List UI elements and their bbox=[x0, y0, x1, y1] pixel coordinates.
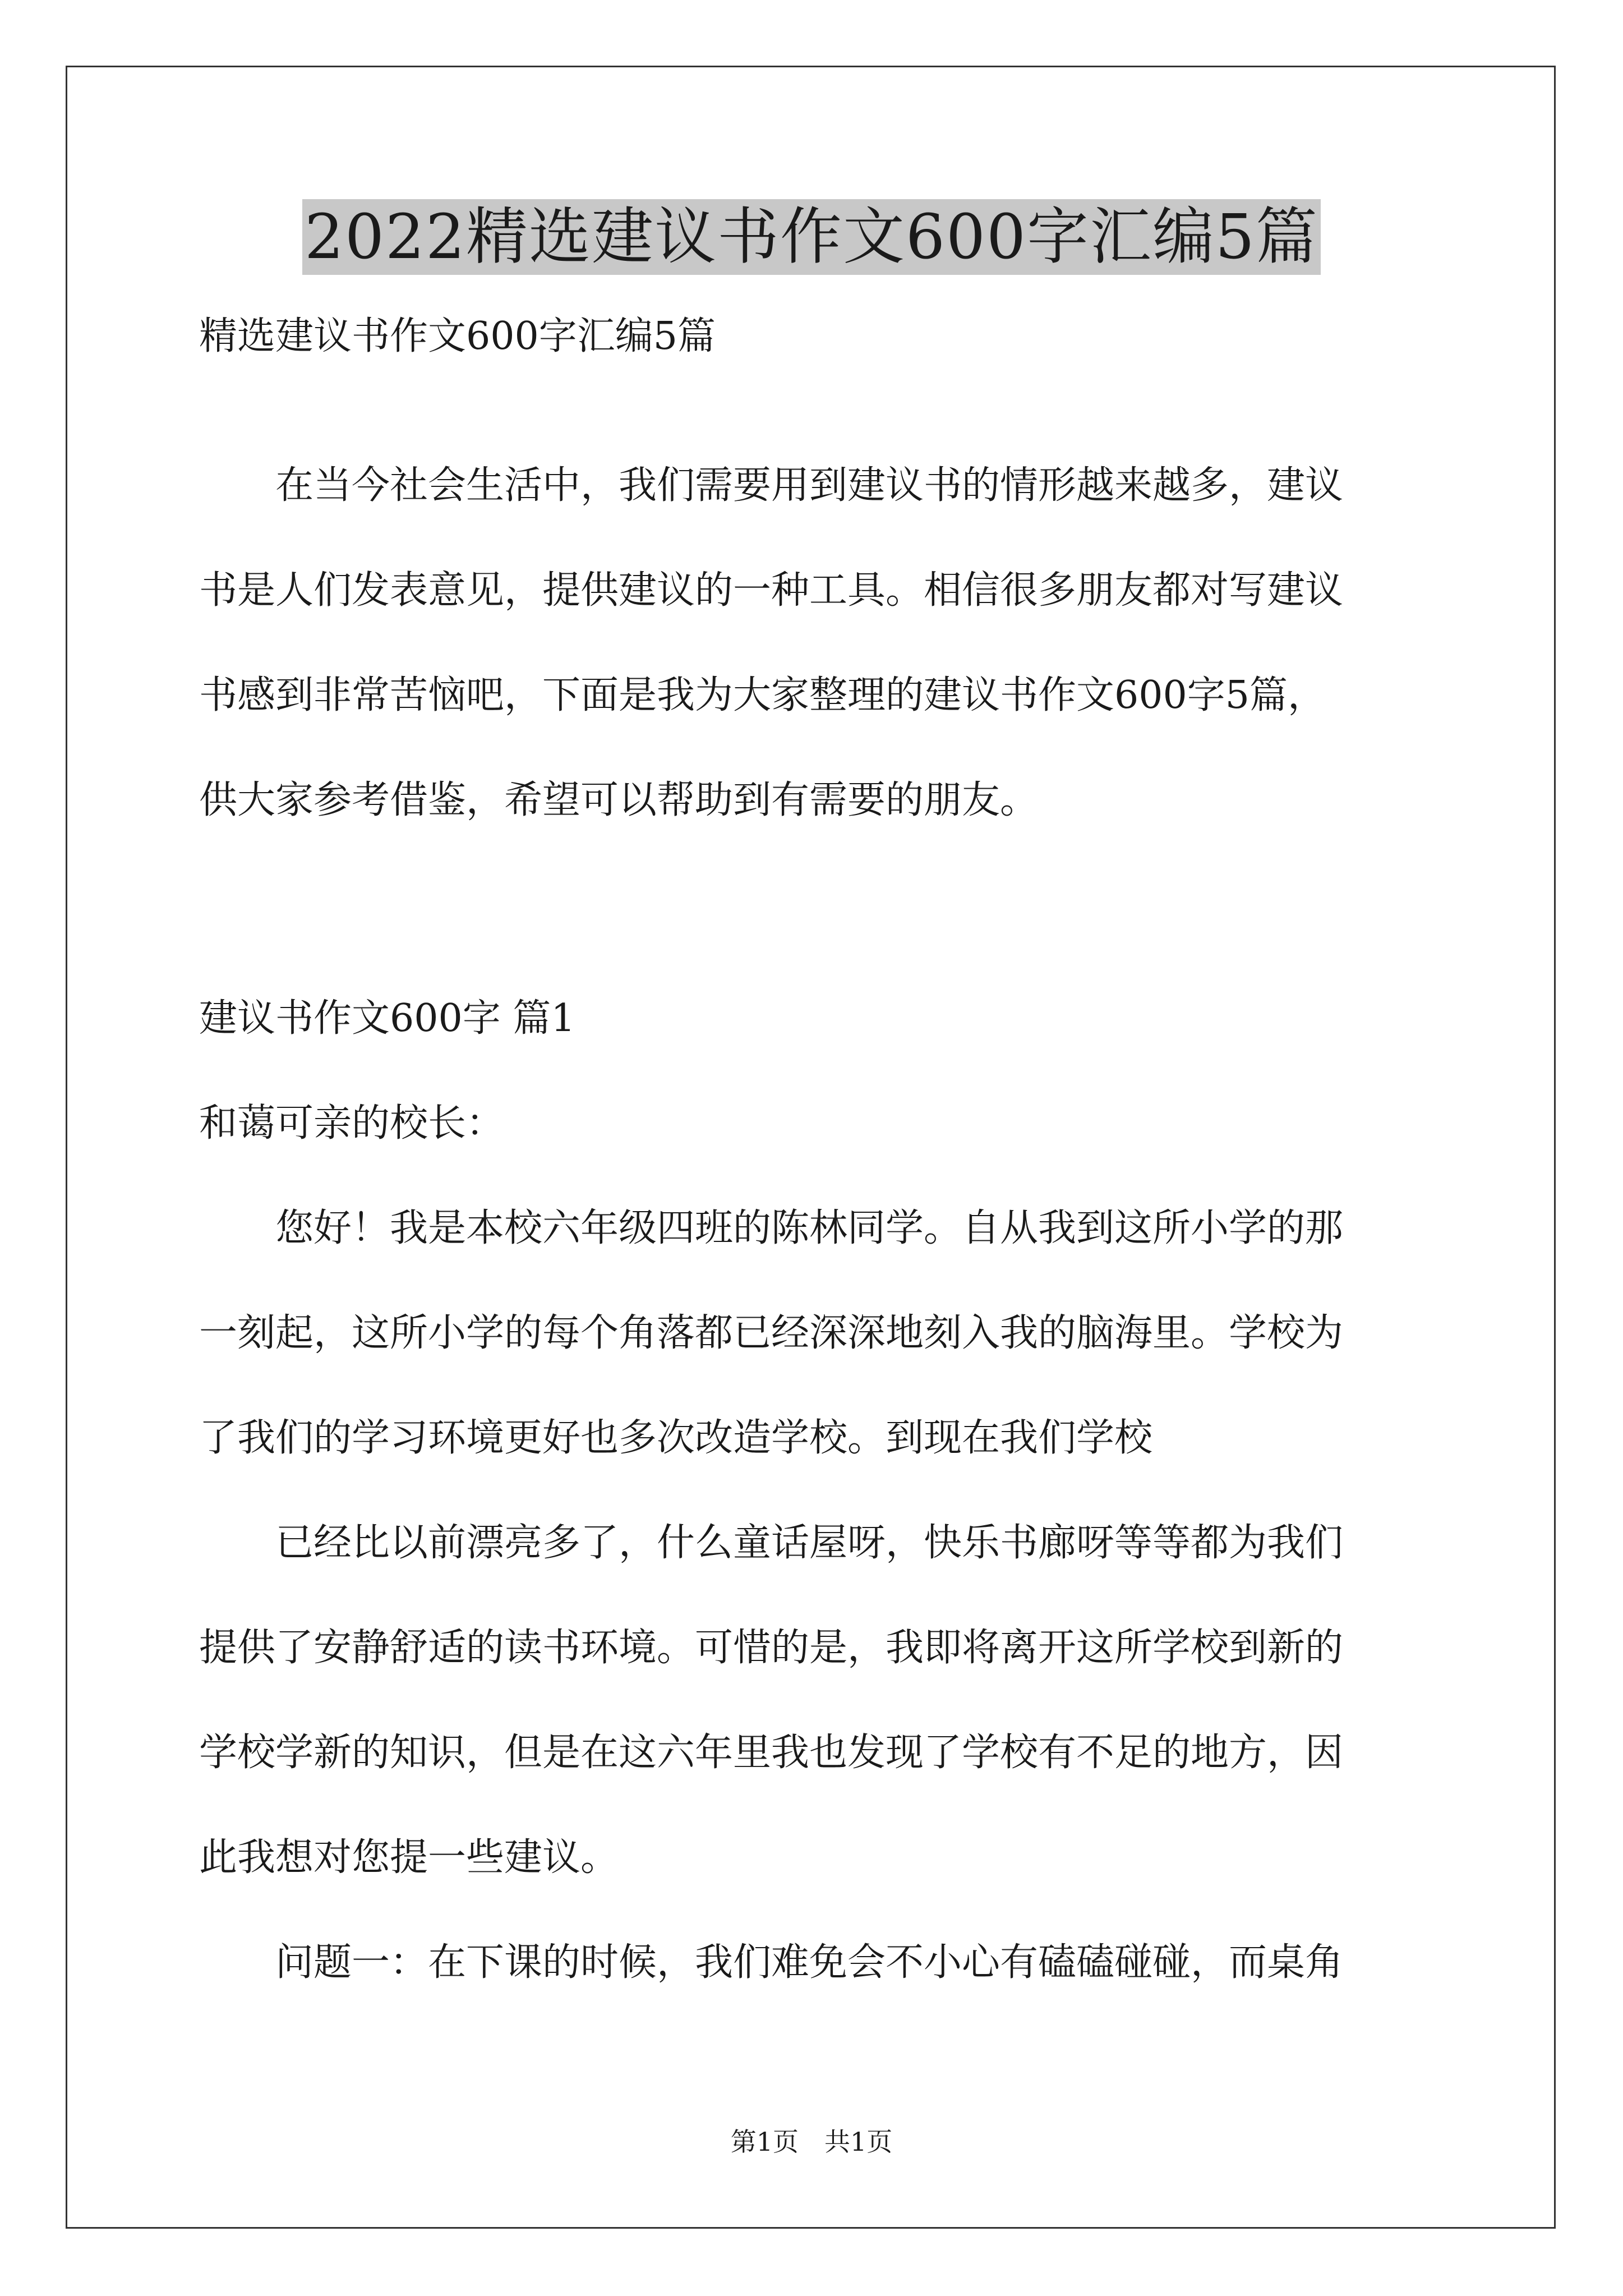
subtitle-line: 精选建议书作文600字汇编5篇 bbox=[199, 314, 716, 358]
paragraph-line: 书感到非常苦恼吧，下面是我为大家整理的建议书作文600字5篇， bbox=[199, 673, 1326, 717]
page-border bbox=[66, 66, 1556, 2229]
title-container bbox=[0, 199, 1623, 275]
paragraph-line: 一刻起，这所小学的每个角落都已经深深地刻入我的脑海里。学校为 bbox=[199, 1311, 1344, 1355]
paragraph-line: 了我们的学习环境更好也多次改造学校。到现在我们学校 bbox=[199, 1416, 1153, 1460]
paragraph-line: 您好！我是本校六年级四班的陈林同学。自从我到这所小学的那 bbox=[199, 1206, 1344, 1250]
paragraph-line: 此我想对您提一些建议。 bbox=[199, 1835, 619, 1880]
document-title: 2022精选建议书作文600字汇编5篇 bbox=[302, 199, 1321, 275]
page-footer: 第1页 共1页 bbox=[730, 2127, 893, 2157]
salutation: 和蔼可亲的校长： bbox=[199, 1101, 505, 1145]
paragraph-line: 提供了安静舒适的读书环境。可惜的是，我即将离开这所学校到新的 bbox=[199, 1626, 1344, 1670]
paragraph-line: 在当今社会生活中，我们需要用到建议书的情形越来越多，建议 bbox=[199, 463, 1344, 508]
paragraph-line: 学校学新的知识，但是在这六年里我也发现了学校有不足的地方，因 bbox=[199, 1731, 1344, 1775]
section-heading: 建议书作文600字 篇1 bbox=[199, 996, 575, 1041]
paragraph-line: 问题一：在下课的时候，我们难免会不小心有磕磕碰碰，而桌角 bbox=[199, 1940, 1344, 1985]
paragraph-line: 书是人们发表意见，提供建议的一种工具。相信很多朋友都对写建议 bbox=[199, 568, 1344, 613]
paragraph-line: 供大家参考借鉴，希望可以帮助到有需要的朋友。 bbox=[199, 778, 1039, 822]
paragraph-line: 已经比以前漂亮多了，什么童话屋呀，快乐书廊呀等等都为我们 bbox=[199, 1521, 1344, 1565]
